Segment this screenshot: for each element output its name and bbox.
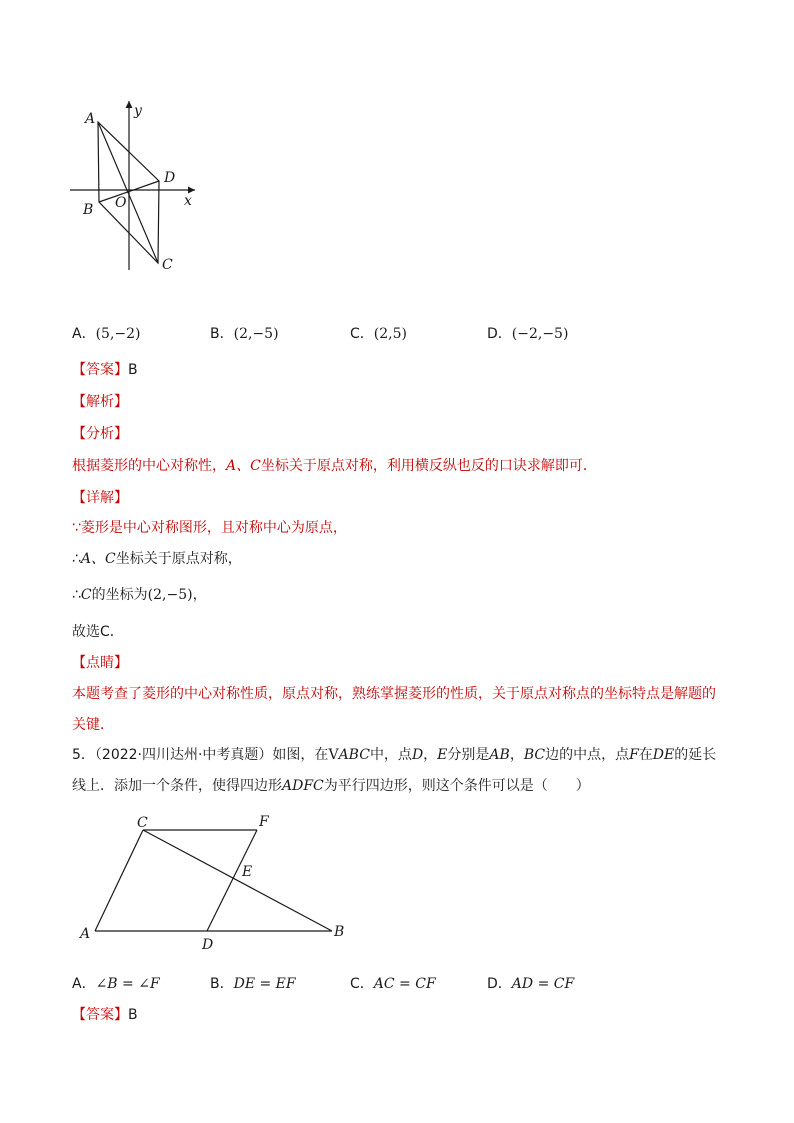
q5-option-b[interactable]: B．DE = EF <box>210 976 296 992</box>
q5-answer: 【答案】B <box>72 1007 138 1023</box>
segment-cb <box>143 830 332 931</box>
q4-detail-2: ∴A、C坐标关于原点对称， <box>72 551 242 567</box>
q4-comment-2: 关键． <box>72 717 114 733</box>
q4-comment-1: 本题考查了菱形的中心对称性质，原点对称，熟练掌握菱形的性质，关于原点对称点的坐标特点是解题的 <box>72 686 716 702</box>
q4-option-c[interactable]: C．(2,5) <box>350 326 407 342</box>
label-o: O <box>115 195 127 211</box>
label-b: B <box>83 202 94 218</box>
q4-detail-1: ∵菱形是中心对称图形，且对称中心为原点， <box>72 520 347 536</box>
q4-detail-3: ∴C的坐标为(2,−5)， <box>72 587 207 603</box>
q4-comment-tag: 【点睛】 <box>72 655 128 671</box>
q4-detail-tag: 【详解】 <box>72 490 128 506</box>
rhombus-coordinate-figure <box>60 95 210 280</box>
q5-stem-line-2: 线上．添加一个条件，使得四边形ADFC为平行四边形，则这个条件可以是（ ） <box>72 778 590 794</box>
label-d: D <box>202 937 214 953</box>
label-x: x <box>184 193 192 209</box>
q5-option-a[interactable]: A．∠B = ∠F <box>72 976 160 992</box>
label-b: B <box>334 924 345 940</box>
q4-answer: 【答案】B <box>72 362 138 378</box>
label-a: A <box>85 111 96 127</box>
q4-option-b[interactable]: B．(2,−5) <box>210 326 279 342</box>
label-y: y <box>134 103 142 119</box>
q4-detail-4: 故选C． <box>72 624 124 640</box>
label-c: C <box>137 815 148 831</box>
q5-stem-line-1: 5．（2022·四川达州·中考真题）如图，在VABC中，点D，E分别是AB，BC边的中点，点F在DE的延长 <box>72 747 717 763</box>
segment-ac <box>95 830 143 931</box>
q4-option-d[interactable]: D．(−2,−5) <box>487 326 569 342</box>
label-f: F <box>259 814 269 830</box>
diagonal-ac <box>98 122 158 263</box>
label-c: C <box>162 257 173 273</box>
label-d: D <box>164 170 176 186</box>
label-a: A <box>80 926 91 942</box>
q4-analysis-tag: 【解析】 <box>72 394 128 410</box>
q5-option-c[interactable]: C．AC = CF <box>350 976 436 992</box>
q4-fenxi-text: 根据菱形的中心对称性，A、C坐标关于原点对称，利用横反纵也反的口诀求解即可． <box>72 458 597 474</box>
q5-option-d[interactable]: D．AD = CF <box>487 976 575 992</box>
label-e: E <box>242 864 253 880</box>
q4-fenxi-tag: 【分析】 <box>72 426 128 442</box>
triangle-parallelogram-figure <box>70 808 360 958</box>
q4-option-a[interactable]: A．(5,−2) <box>72 326 141 342</box>
segment-df <box>207 830 257 931</box>
